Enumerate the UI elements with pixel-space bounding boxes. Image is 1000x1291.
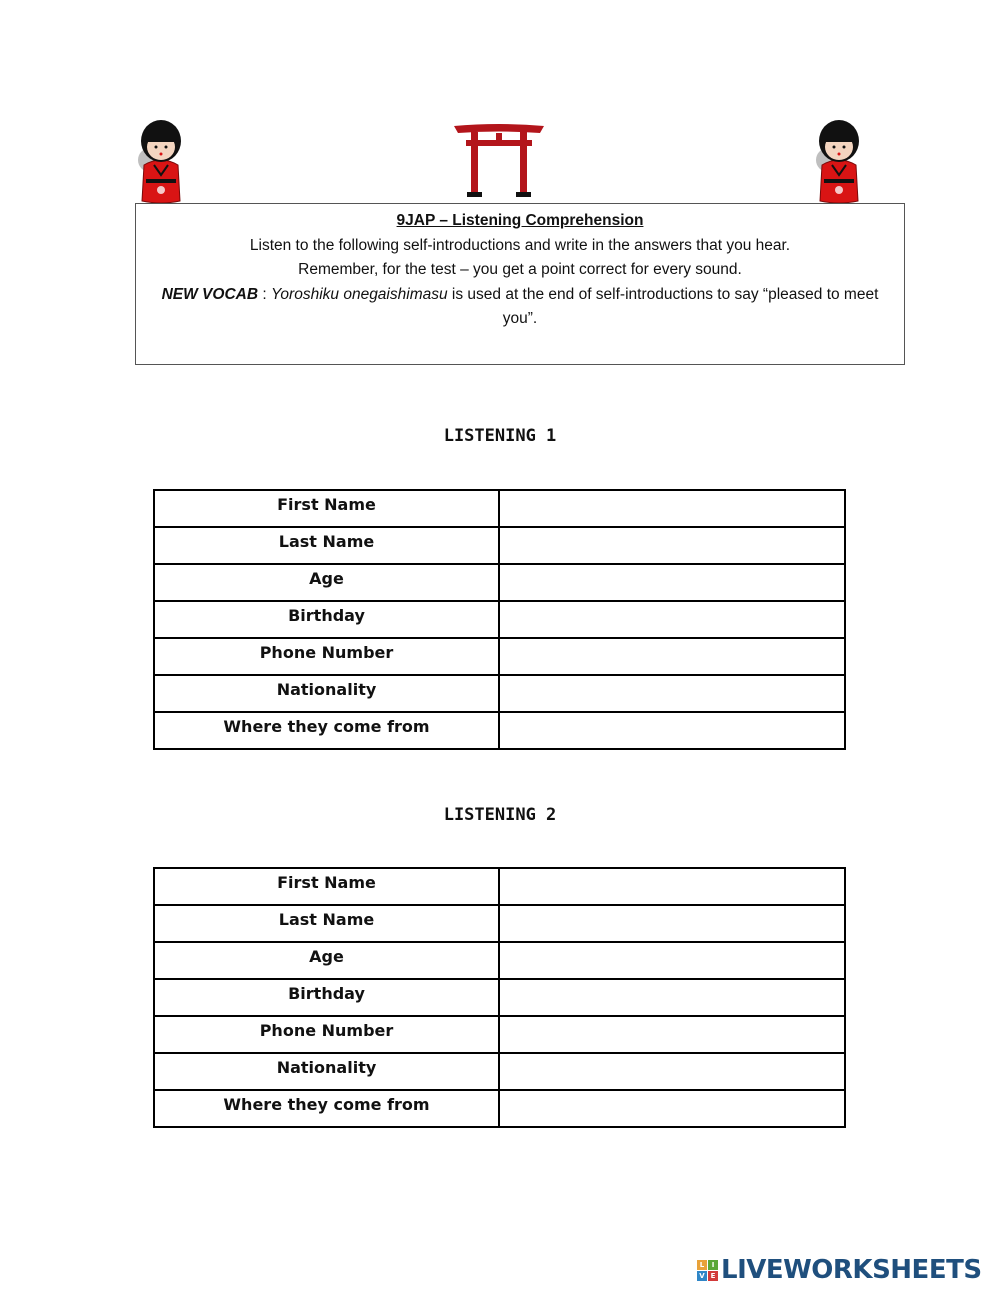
table-row (154, 712, 845, 749)
table-row (154, 1053, 845, 1090)
row-label: Where they come from (154, 1090, 499, 1127)
logo-text: LIVEWORKSHEETS (721, 1255, 982, 1285)
worksheet-title: 9JAP – Listening Comprehension (396, 212, 644, 229)
torii-gate-icon (452, 122, 546, 198)
row-label: Phone Number (154, 638, 499, 675)
table-row (154, 638, 845, 675)
kokeshi-doll-left-icon (130, 115, 192, 205)
listening-1-title: LISTENING 1 (443, 426, 557, 446)
logo-square: V (697, 1271, 707, 1281)
table-row (154, 868, 845, 905)
table-row (154, 490, 845, 527)
vocab-line (136, 283, 904, 332)
row-label: First Name (154, 490, 499, 527)
table-row (154, 601, 845, 638)
liveworksheets-logo[interactable] (697, 1255, 982, 1285)
logo-square: L (697, 1260, 707, 1270)
vocab-label: NEW VOCAB (161, 285, 259, 303)
row-label: Last Name (154, 905, 499, 942)
answer-field[interactable] (499, 490, 845, 527)
table-row (154, 905, 845, 942)
answer-field[interactable] (499, 675, 845, 712)
row-label: Nationality (154, 1053, 499, 1090)
instruction-line-1: Listen to the following self-introductions and write in the answers that you hear. (249, 236, 791, 254)
answer-field[interactable] (499, 712, 845, 749)
answer-field[interactable] (499, 942, 845, 979)
vocab-description: is used at the end of self-introductions to say “pleased to meet you”. (447, 285, 879, 327)
answer-field[interactable] (499, 638, 845, 675)
instructions-box (135, 203, 905, 365)
answer-field[interactable] (499, 1053, 845, 1090)
answer-field[interactable] (499, 979, 845, 1016)
table-row (154, 675, 845, 712)
table-row (154, 979, 845, 1016)
row-label: Where they come from (154, 712, 499, 749)
table-row (154, 527, 845, 564)
answer-field[interactable] (499, 564, 845, 601)
row-label: Phone Number (154, 1016, 499, 1053)
logo-square: E (708, 1271, 718, 1281)
logo-square: I (708, 1260, 718, 1270)
answer-field[interactable] (499, 905, 845, 942)
table-row (154, 942, 845, 979)
row-label: First Name (154, 868, 499, 905)
table-row (154, 1090, 845, 1127)
row-label: Birthday (154, 979, 499, 1016)
listening-1-table (153, 489, 846, 750)
vocab-separator: : (258, 285, 271, 303)
answer-field[interactable] (499, 1016, 845, 1053)
table-row (154, 1016, 845, 1053)
answer-field[interactable] (499, 1090, 845, 1127)
row-label: Nationality (154, 675, 499, 712)
listening-2-table (153, 867, 846, 1128)
logo-squares-icon (697, 1260, 718, 1281)
table-row (154, 564, 845, 601)
answer-field[interactable] (499, 868, 845, 905)
listening-2-title: LISTENING 2 (443, 805, 557, 825)
instruction-line-2: Remember, for the test – you get a point correct for every sound. (298, 261, 742, 278)
row-label: Age (154, 564, 499, 601)
row-label: Age (154, 942, 499, 979)
row-label: Last Name (154, 527, 499, 564)
answer-field[interactable] (499, 527, 845, 564)
answer-field[interactable] (499, 601, 845, 638)
row-label: Birthday (154, 601, 499, 638)
kokeshi-doll-right-icon (808, 115, 870, 205)
vocab-term: Yoroshiku onegaishimasu (270, 285, 448, 303)
